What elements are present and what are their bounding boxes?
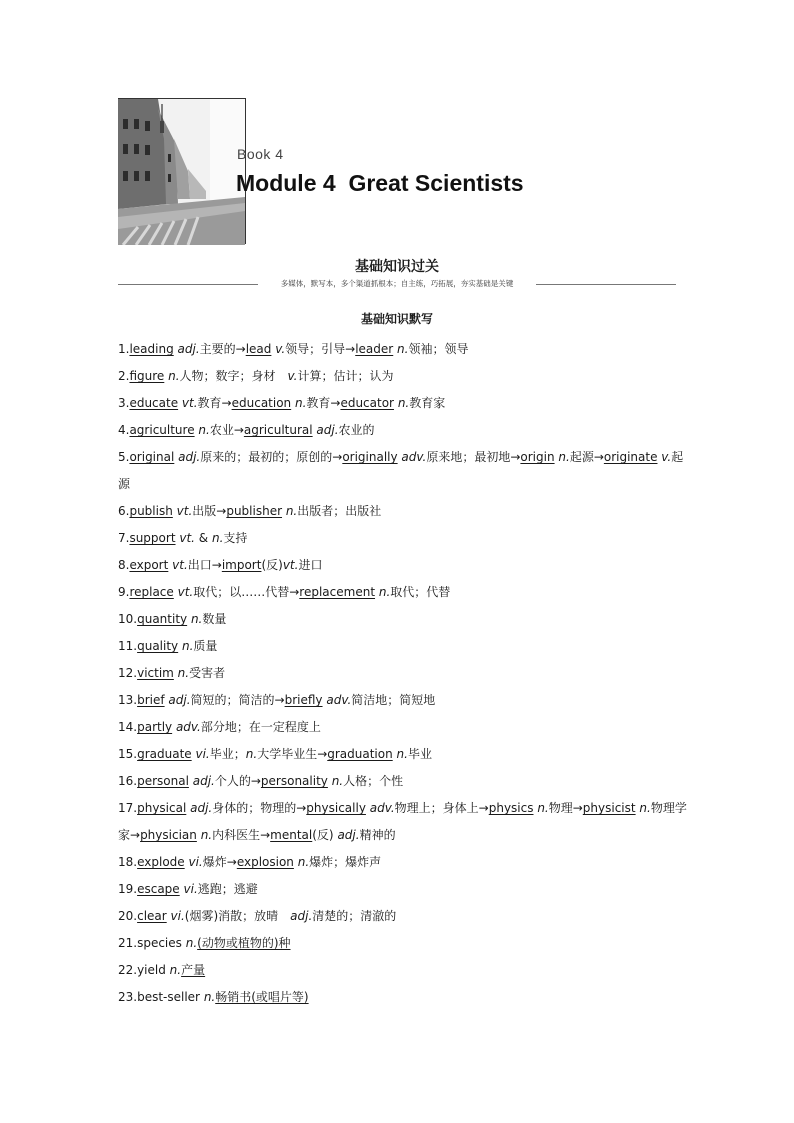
vocabulary-list xyxy=(118,336,688,1011)
vocab-item xyxy=(118,687,688,714)
item-text: 支持 xyxy=(223,531,248,545)
cover-image xyxy=(118,98,246,244)
part-of-speech: adv. xyxy=(322,693,352,707)
vocab-item xyxy=(118,714,688,741)
item-text: 起源 xyxy=(118,450,684,491)
module-name: Great Scientists xyxy=(348,170,524,196)
item-text: 1. xyxy=(118,342,130,356)
part-of-speech: n. xyxy=(194,423,210,437)
answer-word: physician xyxy=(140,828,197,842)
answer-word: export xyxy=(129,558,169,572)
answer-word: physically xyxy=(306,801,366,815)
vocab-item xyxy=(118,606,688,633)
item-text: 16. xyxy=(118,774,138,788)
item-text: 计算；估计；认为 xyxy=(297,369,394,383)
answer-word: graduate xyxy=(137,747,192,761)
street-photo xyxy=(118,99,245,245)
part-of-speech: n. xyxy=(554,450,570,464)
item-text: 爆炸→ xyxy=(202,855,237,869)
answer-word: agriculture xyxy=(129,423,195,437)
part-of-speech: n. xyxy=(533,801,549,815)
item-text: 9. xyxy=(118,585,130,599)
item-text: 3. xyxy=(118,396,130,410)
vocab-item xyxy=(118,795,688,849)
part-of-speech: n. xyxy=(178,639,194,653)
vocab-item xyxy=(118,336,688,363)
item-text: 受害者 xyxy=(189,666,226,680)
answer-word: personal xyxy=(137,774,189,788)
item-text: 毕业； xyxy=(209,747,246,761)
answer-word: educate xyxy=(129,396,179,410)
answer-word: physicist xyxy=(582,801,636,815)
item-text: 农业→ xyxy=(209,423,244,437)
vocab-item xyxy=(118,633,688,660)
vocab-item xyxy=(118,984,688,1011)
answer-word: originate xyxy=(603,450,658,464)
answer-word: explosion xyxy=(236,855,294,869)
part-of-speech: n. xyxy=(394,396,410,410)
part-of-speech: adj. xyxy=(290,909,313,923)
vocab-item xyxy=(118,930,688,957)
item-text: & xyxy=(194,531,212,545)
part-of-speech: n. xyxy=(282,504,298,518)
part-of-speech: n. xyxy=(185,936,198,950)
part-of-speech: adj. xyxy=(164,693,191,707)
answer-word: (动物或植物的)种 xyxy=(197,936,291,950)
answer-word: 畅销书(或唱片等) xyxy=(215,990,309,1004)
item-text: 内科医生→ xyxy=(212,828,271,842)
part-of-speech: adv. xyxy=(397,450,427,464)
part-of-speech: vi. xyxy=(179,882,198,896)
item-text: 毕业 xyxy=(407,747,432,761)
item-text: 精神的 xyxy=(359,828,396,842)
item-text: 领袖；领导 xyxy=(408,342,469,356)
part-of-speech: adj. xyxy=(174,450,201,464)
answer-word: explode xyxy=(137,855,185,869)
item-text: 原来地；最初地→ xyxy=(426,450,521,464)
part-of-speech: n. xyxy=(187,612,203,626)
item-text: 14. xyxy=(118,720,138,734)
answer-word: support xyxy=(129,531,176,545)
vocab-item xyxy=(118,849,688,876)
item-text: 物理学家→ xyxy=(118,801,687,842)
answer-word: quantity xyxy=(137,612,188,626)
item-text: 身体的；物理的→ xyxy=(212,801,307,815)
part-of-speech: n. xyxy=(196,828,213,842)
vocab-item xyxy=(118,903,688,930)
answer-word: briefly xyxy=(284,693,323,707)
answer-word: import xyxy=(221,558,262,572)
vocab-item xyxy=(118,390,688,417)
part-of-speech: adv. xyxy=(365,801,395,815)
vocab-item xyxy=(118,741,688,768)
part-of-speech: n. xyxy=(245,747,258,761)
item-text: 教育→ xyxy=(197,396,232,410)
answer-word: quality xyxy=(137,639,179,653)
item-text: 个人的→ xyxy=(214,774,261,788)
item-text: (反) xyxy=(312,828,334,842)
item-text: 进口 xyxy=(298,558,323,572)
item-text: 人格；个性 xyxy=(343,774,404,788)
vocab-item xyxy=(118,444,688,498)
answer-word: physics xyxy=(488,801,534,815)
part-of-speech: n. xyxy=(635,801,651,815)
answer-word: replace xyxy=(129,585,174,599)
part-of-speech: n. xyxy=(393,342,409,356)
answer-word: escape xyxy=(137,882,180,896)
item-text: 取代；代替 xyxy=(390,585,451,599)
part-of-speech: v. xyxy=(657,450,672,464)
module-title xyxy=(236,170,524,197)
item-text: 人物；数字；身材 xyxy=(179,369,288,383)
vocab-item xyxy=(118,876,688,903)
vocab-item xyxy=(118,498,688,525)
item-text: 数量 xyxy=(202,612,227,626)
part-of-speech: vi. xyxy=(166,909,185,923)
item-text: 物理上；身体上→ xyxy=(394,801,489,815)
item-text: 质量 xyxy=(193,639,218,653)
exercise-heading: 基础知识默写 xyxy=(360,312,433,326)
answer-word: originally xyxy=(342,450,398,464)
part-of-speech: vt. xyxy=(172,504,193,518)
part-of-speech: adv. xyxy=(172,720,201,734)
item-text: 4. xyxy=(118,423,130,437)
item-text: 出版→ xyxy=(192,504,227,518)
section-subtitle: 多媒体，默写本，多个渠道抓根本；自主练，巧拓展，夯实基础是关键 xyxy=(280,279,514,288)
section-title: 基础知识过关 xyxy=(355,259,439,275)
item-text: 21.species xyxy=(118,936,186,950)
item-text: 简短的；简洁的→ xyxy=(190,693,285,707)
answer-word: victim xyxy=(137,666,174,680)
item-text: 17. xyxy=(118,801,138,815)
vocab-item xyxy=(118,417,688,444)
answer-word: figure xyxy=(129,369,165,383)
answer-word: graduation xyxy=(327,747,393,761)
item-text: 农业的 xyxy=(338,423,375,437)
answer-word: clear xyxy=(137,909,167,923)
answer-word: leading xyxy=(129,342,174,356)
item-text: 领导；引导→ xyxy=(285,342,356,356)
item-text: 20. xyxy=(118,909,138,923)
answer-word: original xyxy=(129,450,175,464)
item-text: 12. xyxy=(118,666,138,680)
part-of-speech: adj. xyxy=(312,423,339,437)
answer-word: 产量 xyxy=(181,963,206,977)
part-of-speech: vt. xyxy=(282,558,299,572)
part-of-speech: n. xyxy=(327,774,344,788)
part-of-speech: vt. xyxy=(178,396,198,410)
item-text: 大学毕业生→ xyxy=(257,747,328,761)
item-text: 15. xyxy=(118,747,138,761)
part-of-speech: n. xyxy=(211,531,224,545)
item-text: 物理→ xyxy=(548,801,583,815)
item-text: 主要的→ xyxy=(199,342,246,356)
item-text: 起源→ xyxy=(569,450,604,464)
item-text: 原来的；最初的；原创的→ xyxy=(200,450,343,464)
item-text: 部分地；在一定程度上 xyxy=(200,720,321,734)
item-text: 教育→ xyxy=(306,396,341,410)
vocab-item xyxy=(118,957,688,984)
item-text: 5. xyxy=(118,450,130,464)
answer-word: physical xyxy=(137,801,187,815)
vocab-item xyxy=(118,552,688,579)
item-text: 爆炸；爆炸声 xyxy=(309,855,382,869)
part-of-speech: adj. xyxy=(188,774,215,788)
item-text: 出口→ xyxy=(187,558,222,572)
answer-word: leader xyxy=(355,342,394,356)
part-of-speech: n. xyxy=(375,585,391,599)
answer-word: personality xyxy=(260,774,328,788)
item-text: 7. xyxy=(118,531,130,545)
part-of-speech: vt. xyxy=(168,558,188,572)
item-text: 取代；以……代替→ xyxy=(193,585,300,599)
vocab-item xyxy=(118,660,688,687)
module-number: Module 4 xyxy=(236,170,336,196)
part-of-speech: adj. xyxy=(333,828,360,842)
item-text: (反) xyxy=(261,558,283,572)
item-text: 清楚的；清澈的 xyxy=(312,909,397,923)
book-label: Book 4 xyxy=(237,146,284,162)
part-of-speech: adj. xyxy=(173,342,200,356)
item-text: 简洁地；简短地 xyxy=(351,693,436,707)
answer-word: publish xyxy=(129,504,173,518)
answer-word: brief xyxy=(137,693,165,707)
item-text: 6. xyxy=(118,504,130,518)
part-of-speech: n. xyxy=(169,963,182,977)
vocab-item xyxy=(118,525,688,552)
part-of-speech: n. xyxy=(293,855,310,869)
part-of-speech: n. xyxy=(291,396,307,410)
part-of-speech: v. xyxy=(271,342,286,356)
part-of-speech: n. xyxy=(164,369,180,383)
item-text: 出版者；出版社 xyxy=(297,504,382,518)
item-text: (烟雾)消散；放晴 xyxy=(184,909,291,923)
answer-word: lead xyxy=(245,342,272,356)
part-of-speech: vt. xyxy=(175,531,195,545)
item-text: 22.yield xyxy=(118,963,170,977)
item-text: 10. xyxy=(118,612,138,626)
part-of-speech: vt. xyxy=(173,585,194,599)
answer-word: mental xyxy=(270,828,313,842)
part-of-speech: n. xyxy=(392,747,408,761)
part-of-speech: v. xyxy=(287,369,298,383)
item-text: 2. xyxy=(118,369,130,383)
part-of-speech: n. xyxy=(203,990,216,1004)
item-text: 教育家 xyxy=(409,396,446,410)
item-text: 8. xyxy=(118,558,130,572)
answer-word: replacement xyxy=(299,585,376,599)
item-text: 13. xyxy=(118,693,138,707)
vocab-item xyxy=(118,768,688,795)
item-text: 23.best-seller xyxy=(118,990,204,1004)
part-of-speech: vi. xyxy=(191,747,210,761)
part-of-speech: vi. xyxy=(184,855,203,869)
item-text: 逃跑；逃避 xyxy=(197,882,258,896)
answer-word: educator xyxy=(340,396,394,410)
vocab-item xyxy=(118,363,688,390)
item-text: 18. xyxy=(118,855,138,869)
answer-word: partly xyxy=(137,720,173,734)
answer-word: publisher xyxy=(226,504,283,518)
item-text: 11. xyxy=(118,639,138,653)
item-text: 19. xyxy=(118,882,138,896)
part-of-speech: n. xyxy=(173,666,190,680)
vocab-item xyxy=(118,579,688,606)
answer-word: origin xyxy=(520,450,555,464)
part-of-speech: adj. xyxy=(186,801,213,815)
answer-word: education xyxy=(231,396,292,410)
answer-word: agricultural xyxy=(243,423,313,437)
